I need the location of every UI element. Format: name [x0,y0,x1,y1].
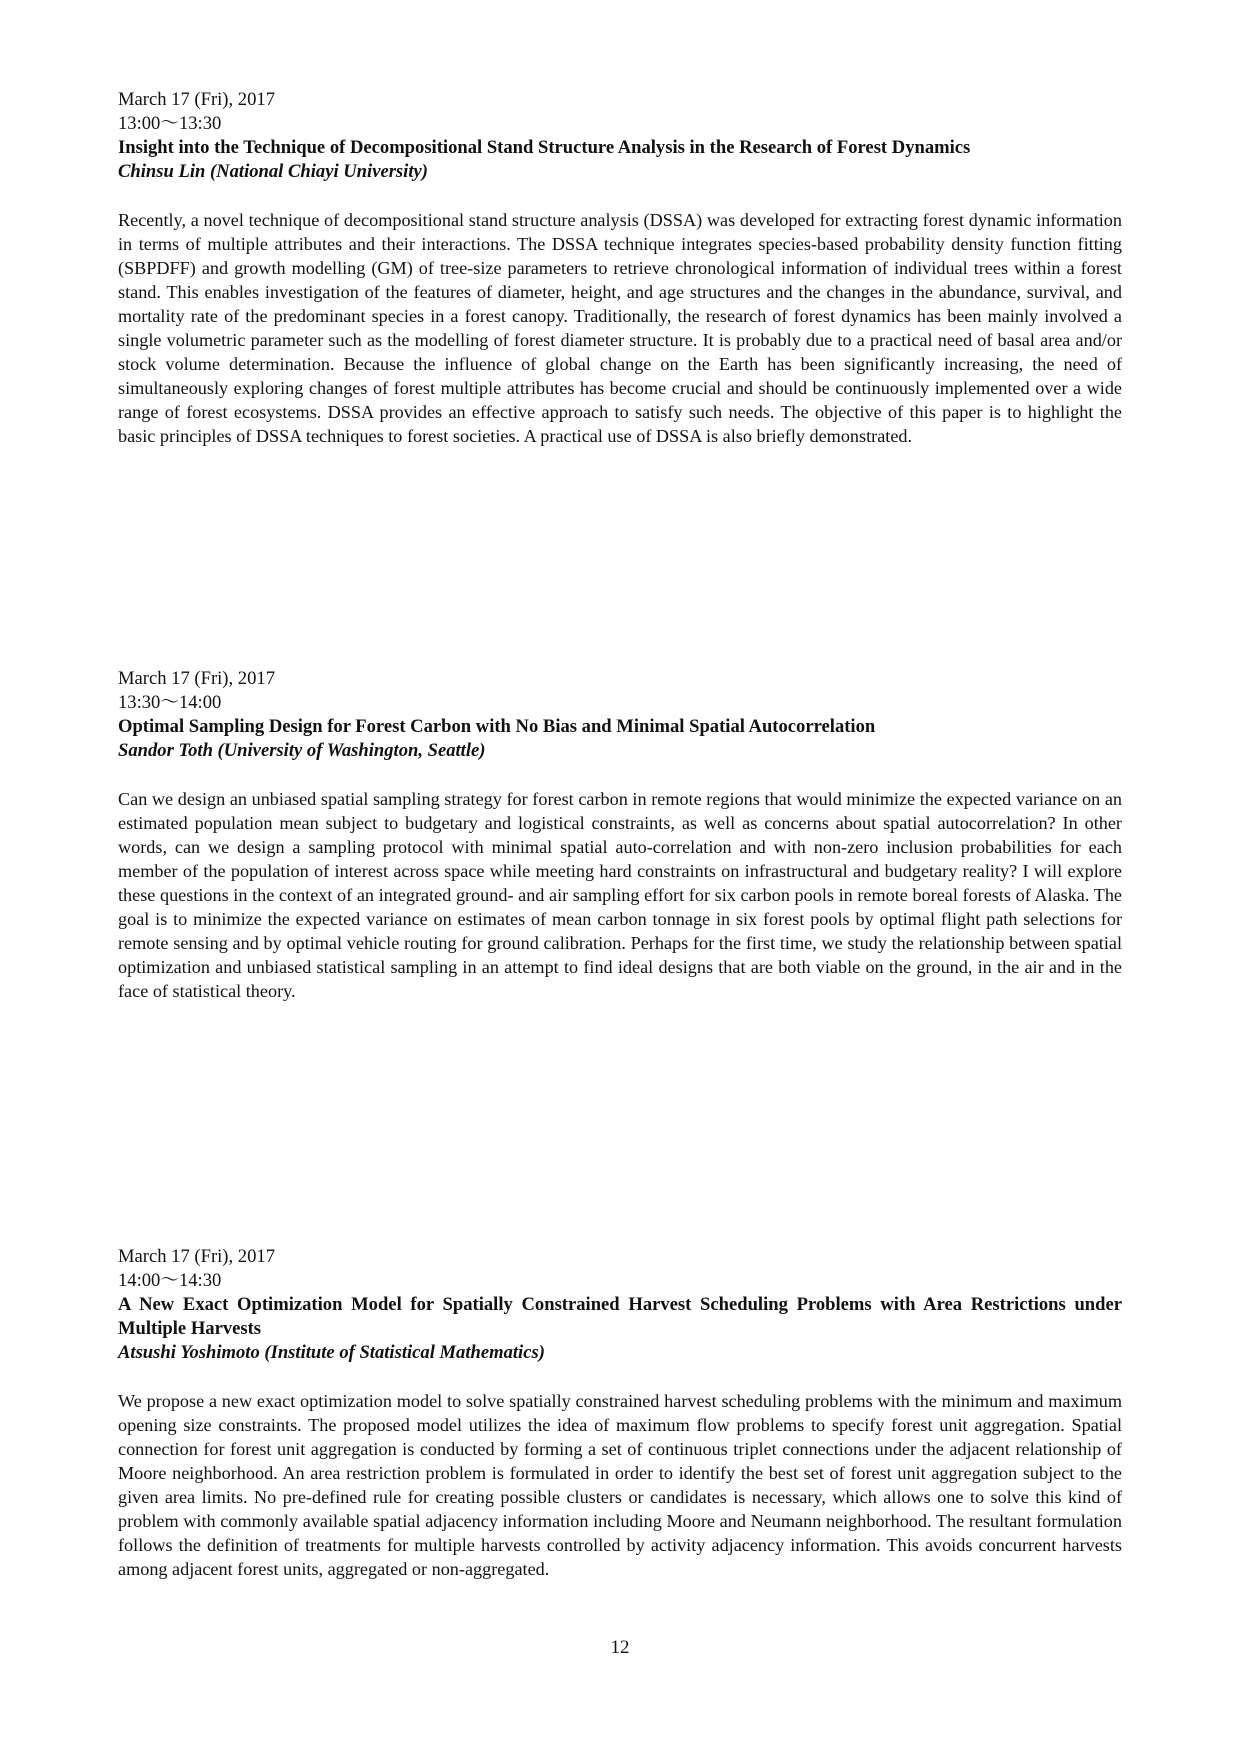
session-time: 13:30～14:00 [118,692,222,713]
session-time: 14:00～14:30 [118,1270,222,1291]
session-date: March 17 (Fri), 2017 [118,1246,275,1267]
abstract-author: Chinsu Lin (National Chiayi University) [118,161,428,182]
abstract-block [118,1245,1122,1581]
abstract-title: Insight into the Technique of Decompositional Stand Structure Analysis in the Research of Forest Dynamics [118,137,971,158]
abstract-body: Recently, a novel technique of decompositional stand structure analysis (DSSA) was developed for extracting forest dynamic information in terms of multiple attributes and their interactions. The DSSA technique integrates species-based probability density function fitting (SBPDFF) and growth modelling (GM) of tree-size parameters to retrieve chronological information of individual trees within a forest stand. This enables investigation of the features of diameter, height, and age structures and the changes in the abundance, survival, and mortality rate of the predominant species in a forest canopy. Traditionally, the research of forest dynamics has been mainly involved a single volumetric parameter such as the modelling of forest diameter structure. It is probably due to a practical need of basal area and/or stock volume determination. Because the influence of global change on the Earth has been significantly increasing, the need of simultaneously exploring changes of forest multiple attributes has become crucial and should be continuously implemented over a wide range of forest ecosystems. DSSA provides an effective approach to satisfy such needs. The objective of this paper is to highlight the basic principles of DSSA techniques to forest societies. A practical use of DSSA is also briefly demonstrated. [118,210,1122,446]
abstract-block [118,667,1122,1003]
abstract-title: Optimal Sampling Design for Forest Carbon with No Bias and Minimal Spatial Autocorrelation [118,716,876,737]
abstract-author: Atsushi Yoshimoto (Institute of Statistical Mathematics) [118,1342,545,1363]
session-date: March 17 (Fri), 2017 [118,668,275,689]
abstract-author: Sandor Toth (University of Washington, Seattle) [118,740,486,761]
session-time: 13:00～13:30 [118,113,222,134]
abstract-body: We propose a new exact optimization model to solve spatially constrained harvest scheduling problems with the minimum and maximum opening size constraints. The proposed model utilizes the idea of maximum flow problems to specify forest unit aggregation. Spatial connection for forest unit aggregation is conducted by forming a set of continuous triplet connections under the adjacent relationship of Moore neighborhood. An area restriction problem is formulated in order to identify the best set of forest unit aggregation subject to the given area limits. No pre-defined rule for creating possible clusters or candidates is necessary, which allows one to solve this kind of problem with commonly available spatial adjacency information including Moore and Neumann neighborhood. The resultant formulation follows the definition of treatments for multiple harvests controlled by activity adjacency information. This avoids concurrent harvests among adjacent forest units, aggregated or non-aggregated. [118,1391,1122,1579]
session-date: March 17 (Fri), 2017 [118,89,275,110]
page-number: 12 [610,1637,630,1658]
abstract-body: Can we design an unbiased spatial sampling strategy for forest carbon in remote regions that would minimize the expected variance on an estimated population mean subject to budgetary and logistical constraints, as well as concerns about spatial autocorrelation? In other words, can we design a sampling protocol with minimal spatial auto-correlation and with non-zero inclusion probabilities for each member of the population of interest across space while meeting hard constraints on infrastructural and budgetary reality? I will explore these questions in the context of an integrated ground- and air sampling effort for six carbon pools in remote boreal forests of Alaska. The goal is to minimize the expected variance on estimates of mean carbon tonnage in six forest pools by optimal flight path selections for remote sensing and by optimal vehicle routing for ground calibration. Perhaps for the first time, we study the relationship between spatial optimization and unbiased statistical sampling in an attempt to find ideal designs that are both viable on the ground, in the air and in the face of statistical theory. [118,789,1122,1001]
abstract-block [118,88,1122,448]
abstract-title: A New Exact Optimization Model for Spatially Constrained Harvest Scheduling Problems with Area Restrictions under Multiple Harvests [118,1294,1122,1339]
